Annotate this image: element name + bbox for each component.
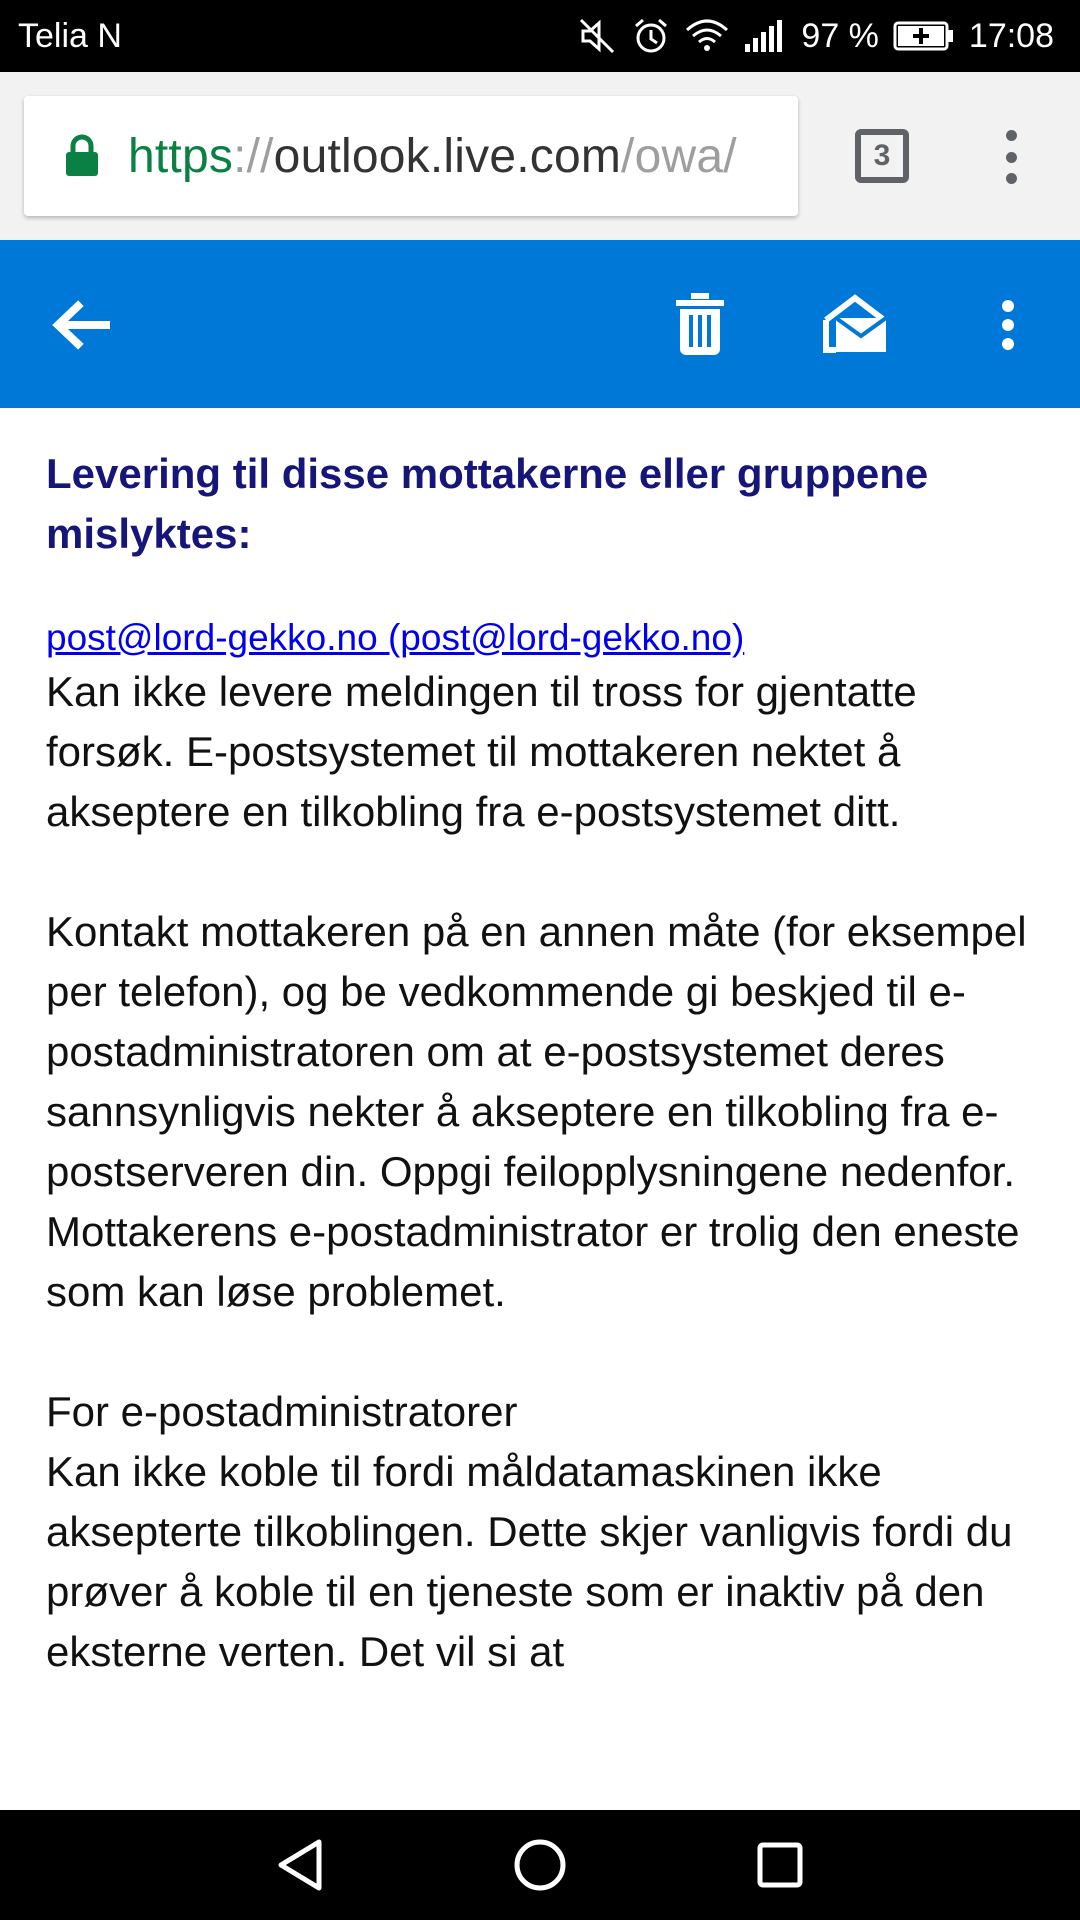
battery-charging-icon [893, 19, 955, 53]
battery-percent: 97 % [801, 16, 879, 55]
paragraph-contact-recipient: Kontakt mottakeren på en annen måte (for eksempel per telefon), og be vedkommende gi beskjed til e-postadministratoren om at e-postsystemet deres sannsynligvis nekter å akseptere en tilkobling fra e-postserveren din. Oppgi feilopplysningene nedenfor. Mottakerens e-postadministrator er trolig den eneste som kan løse problemet. [46, 908, 1027, 1315]
url-host: outlook.live.com [273, 129, 622, 183]
url-text [128, 129, 737, 184]
arrow-back-icon [50, 300, 110, 350]
recipient-link[interactable]: post@lord-gekko.no (post@lord-gekko.no) [46, 617, 745, 658]
delete-button[interactable] [660, 284, 740, 364]
paragraph-admin-details: Kan ikke koble til fordi måldatamaskinen ikke aksepterte tilkoblingen. Dette skjer vanligvis fordi du prøver å koble til en tjeneste som er inaktiv på den eksterne verten. Det vil si at [46, 1448, 1013, 1675]
address-bar[interactable] [24, 96, 798, 216]
url-scheme: https [128, 129, 234, 183]
browser-menu-button[interactable] [996, 130, 1026, 184]
alarm-icon [631, 16, 671, 56]
signal-icon [743, 16, 787, 56]
status-icons [577, 16, 1054, 56]
trash-icon [675, 292, 725, 356]
nav-back-button[interactable] [270, 1835, 330, 1895]
more-vert-icon [1002, 300, 1014, 350]
clock: 17:08 [968, 16, 1054, 55]
mute-icon [577, 16, 617, 56]
message-body [46, 408, 1046, 1682]
status-bar [0, 0, 1080, 72]
mail-toolbar [0, 240, 1080, 408]
more-actions-button[interactable] [990, 290, 1026, 360]
more-vert-icon-dot [1006, 152, 1017, 163]
more-vert-icon-dot [1006, 173, 1017, 184]
tab-switcher-button[interactable] [855, 129, 909, 183]
admin-section-title: For e-postadministratorer [46, 1388, 518, 1435]
carrier-label: Telia N [18, 16, 122, 55]
nav-recents-button[interactable] [750, 1835, 810, 1895]
tab-count-label: 3 [873, 139, 891, 172]
url-separator: :// [233, 129, 274, 183]
lock-icon [64, 134, 100, 178]
url-path: /owa/ [621, 129, 737, 183]
back-button[interactable] [40, 290, 120, 360]
message-heading: Levering til disse mottakerne eller gruppene mislyktes: [46, 450, 929, 557]
more-vert-icon-dot [1006, 130, 1017, 141]
nav-home-button[interactable] [510, 1835, 570, 1895]
wifi-icon [685, 16, 729, 56]
mark-as-read-button[interactable] [810, 284, 900, 364]
nav-recents-icon [756, 1841, 804, 1889]
system-nav-bar [0, 1810, 1080, 1920]
mark-read-icon [822, 294, 888, 354]
paragraph-delivery-failed: Kan ikke levere meldingen til tross for gjentatte forsøk. E-postsystemet til mottakeren nektet å akseptere en tilkobling fra e-postsystemet ditt. [46, 668, 917, 835]
nav-back-icon [275, 1838, 325, 1892]
browser-toolbar [0, 72, 1080, 240]
nav-home-icon [513, 1838, 567, 1892]
